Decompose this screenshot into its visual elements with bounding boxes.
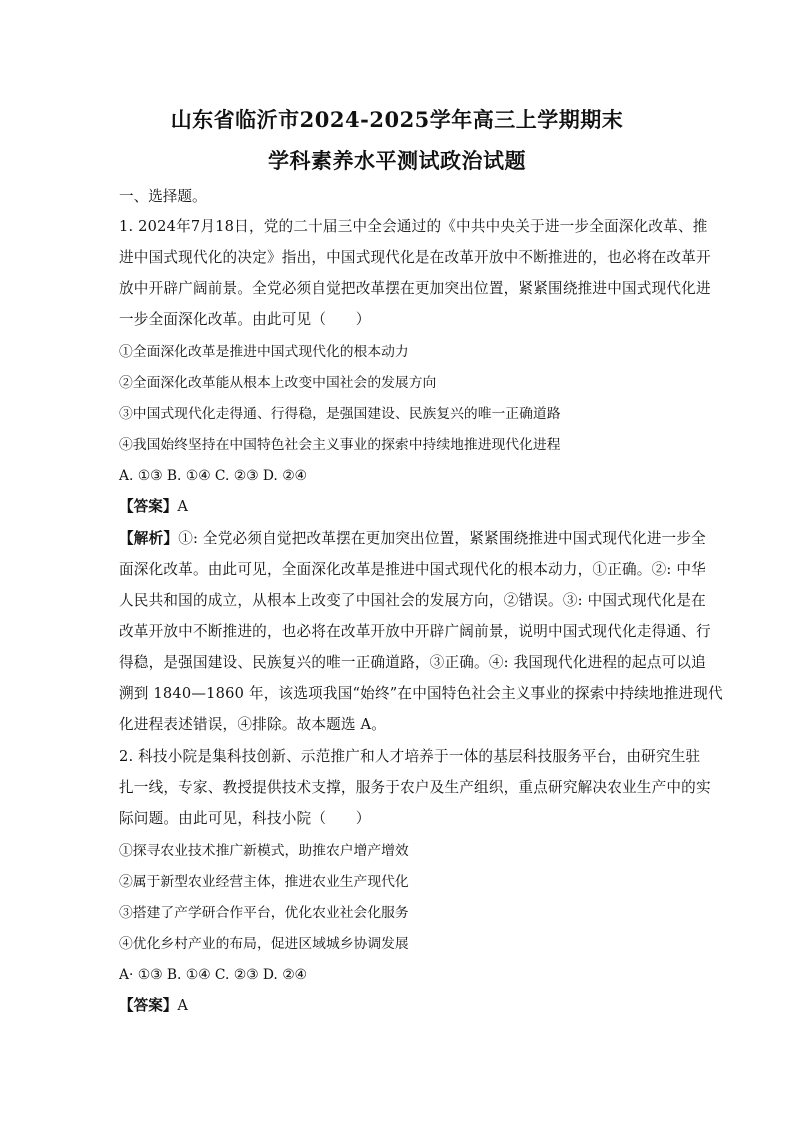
q2-stem-line: 际问题。由此可见，科技小院（ ）: [119, 810, 371, 827]
q1-analysis-line: 溯到 1840—1860 年，该选项我国“始终”在中国特色社会主义事业的探索中持续地推进现代: [119, 685, 723, 702]
answer-label: 【答案】: [119, 498, 178, 515]
q1-option: ④我国始终坚持在中国特色社会主义事业的探索中持续地推进现代化进程: [119, 437, 561, 453]
q1-analysis-line: 化进程表述错误，④排除。故本题选 A。: [119, 716, 387, 733]
answer-value: A: [177, 997, 188, 1014]
q2-answer: [119, 997, 188, 1015]
q1-option: ①全面深化改革是推进中国式现代化的根本动力: [119, 344, 409, 360]
q1-option: ②全面深化改革能从根本上改变中国社会的发展方向: [119, 375, 437, 391]
analysis-label: 【解析】: [119, 530, 179, 547]
q1-analysis-line: 改革开放中不断推进的，也必将在改革开放中开辟广阔前景，说明中国式现代化走得通、行: [119, 623, 711, 640]
answer-value: A: [177, 498, 188, 515]
q1-stem-line: 进中国式现代化的决定》指出，中国式现代化是在改革开放中不断推进的，也必将在改革开: [119, 249, 711, 266]
q2-option: ②属于新型农业经营主体，推进农业生产现代化: [119, 874, 409, 890]
q1-choices: A. ①③ B. ①④ C. ②③ D. ②④: [119, 468, 307, 484]
q1-answer: [119, 498, 188, 516]
q1-stem-line: 一步全面深化改革。由此可见（ ）: [119, 311, 371, 328]
analysis-text: ①: 全党必须自觉把改革摆在更加突出位置，紧紧围绕推进中国式现代化进一步全: [178, 530, 706, 547]
q1-stem-line: 1. 2024年7月18日，党的二十届三中全会通过的《中共中央关于进一步全面深化改革、推: [119, 218, 708, 235]
q2-option: ①探寻农业技术推广新模式，助推农户增产增效: [119, 843, 409, 859]
section-heading: 一、选择题。: [119, 188, 207, 205]
q2-stem-line: 2. 科技小院是集科技创新、示范推广和人才培养于一体的基层科技服务平台，由研究生驻: [119, 748, 701, 765]
q1-stem-line: 放中开辟广阔前景。全党必须自觉把改革摆在更加突出位置，紧紧围绕推进中国式现代化进: [119, 280, 711, 297]
q2-stem-line: 扎一线，专家、教授提供技术支撑，服务于农户及生产组织，重点研究解决农业生产中的实: [119, 779, 711, 796]
q1-option: ③中国式现代化走得通、行得稳，是强国建设、民族复兴的唯一正确道路: [119, 406, 561, 422]
q2-option: ③搭建了产学研合作平台，优化农业社会化服务: [119, 905, 409, 921]
q2-choices: A· ①③ B. ①④ C. ②③ D. ②④: [119, 967, 307, 983]
answer-label: 【答案】: [119, 997, 178, 1014]
q1-analysis-line: 得稳，是强国建设、民族复兴的唯一正确道路，③正确。④: 我国现代化进程的起点可以追: [119, 654, 706, 671]
q2-option: ④优化乡村产业的布局，促进区域城乡协调发展: [119, 936, 409, 952]
q1-analysis-line: 人民共和国的成立，从根本上改变了中国社会的发展方向，②错误。③: 中国式现代化是在: [119, 592, 706, 609]
q1-analysis-line: [119, 530, 706, 548]
q1-analysis-line: 面深化改革。由此可见，全面深化改革是推进中国式现代化的根本动力，①正确。②: 中华: [119, 561, 706, 578]
document-title: 山东省临沂市2024-2025学年高三上学期期末: [170, 107, 624, 132]
document-subtitle: 学科素养水平测试政治试题: [268, 148, 526, 173]
